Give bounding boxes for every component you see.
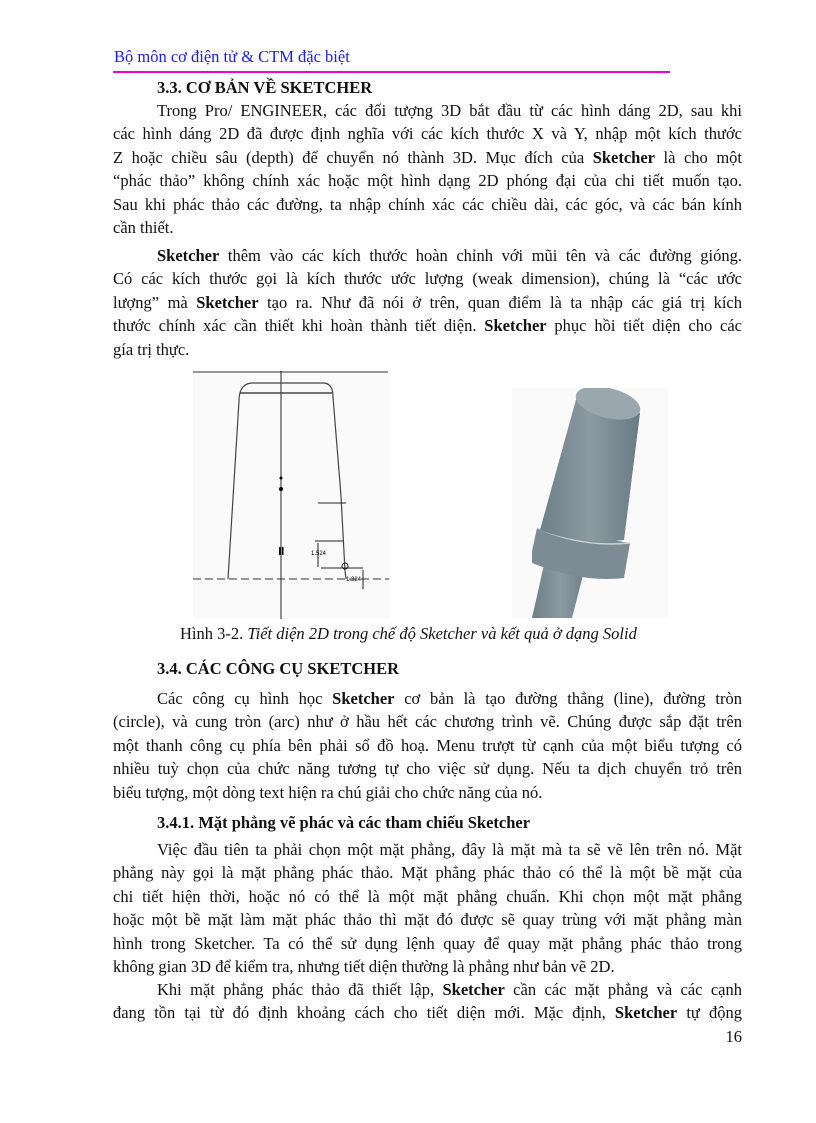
- text-run: thêm vào các kích thước hoàn chỉnh với mũi tên và các đường gióng.: [219, 246, 742, 265]
- figure-caption: [180, 624, 637, 644]
- text-line: [113, 757, 742, 780]
- text-run: là cho một: [655, 147, 742, 167]
- section-heading-3-3: 3.3. CƠ BẢN VỀ SKETCHER: [157, 78, 373, 97]
- text-line: [113, 781, 742, 804]
- bold-term: Sketcher: [484, 316, 547, 336]
- text-line: [113, 267, 742, 290]
- text-run: đang tồn tại từ đó định khoảng cách cho tiết diện mới. Mặc định,: [113, 1003, 615, 1023]
- text-line: [113, 932, 742, 955]
- text-run: Có các kích thước gọi là kích thước ước lượng (weak dimension), chúng là “các ước: [113, 269, 742, 289]
- text-line: [113, 710, 742, 733]
- text-line: [113, 314, 742, 337]
- text-run: thước chính xác cần thiết khi hoàn thành tiết diện.: [113, 316, 485, 336]
- text-run: Các công cụ hình học: [157, 689, 333, 708]
- page-number: 16: [725, 1027, 742, 1046]
- text-run: Việc đầu tiên ta phải chọn một mặt phẳng, đây là mặt mà ta sẽ vẽ lên trên nó. Mặt: [157, 840, 742, 859]
- bold-term: Sketcher: [157, 246, 220, 265]
- bold-term: Sketcher: [196, 292, 259, 312]
- text-run: phục hồi tiết diện cho các: [546, 316, 742, 336]
- sketch-2d-figure: [193, 371, 389, 619]
- text-line: [113, 687, 742, 710]
- caption-label: Hình 3-2.: [180, 624, 248, 643]
- text-line: [113, 1001, 742, 1024]
- text-line: [113, 193, 742, 216]
- text-run: các hình dáng 2D đã được định nghĩa với các kích thước X và Y, nhập một kích thước: [113, 124, 742, 144]
- paragraph: [113, 99, 742, 239]
- text-run: nhiều tuỳ chọn của chức năng tương tự cho việc sử dụng. Nếu ta dịch chuyển trỏ trên: [113, 759, 742, 779]
- bold-term: Sketcher: [332, 689, 395, 708]
- text-run: tạo ra. Như đã nói ở trên, quan điểm là ta nhập các giá trị kích: [258, 292, 743, 312]
- text-line: [113, 122, 742, 145]
- text-run: tự động: [677, 1003, 742, 1023]
- text-line: [113, 244, 742, 267]
- paragraph: [113, 687, 742, 804]
- text-run: cần thiết.: [113, 217, 174, 237]
- text-run: biểu tượng, một dòng text hiện ra chú giải cho chức năng của nó.: [113, 782, 543, 802]
- text-run: hoặc một bề mặt làm mặt phác thảo thì mặt đó được sẽ quay trùng với mặt phẳng màn: [113, 910, 742, 930]
- paragraph: [113, 244, 742, 361]
- text-line: [113, 955, 742, 978]
- text-run: “phác thảo” không chính xác hoặc một hình dạng 2D phóng đại của chi tiết muốn tạo.: [113, 171, 742, 191]
- bold-term: Sketcher: [442, 980, 505, 999]
- dimension-label: 1.524: [311, 551, 327, 557]
- text-run: gía trị thực.: [113, 339, 190, 359]
- text-line: [113, 908, 742, 931]
- paragraph: [113, 978, 742, 1025]
- solid-3d-figure: [512, 388, 668, 618]
- text-run: phẳng này gọi là mặt phẳng phác thảo. Mặt phẳng phác thảo có thể là một bề mặt của: [113, 863, 742, 883]
- running-header: Bộ môn cơ điện tử & CTM đặc biệt: [114, 47, 350, 66]
- text-run: cần các mặt phẳng và các cạnh: [504, 980, 742, 999]
- bold-term: Sketcher: [592, 147, 656, 167]
- dimension-label: 1.324: [346, 577, 362, 583]
- text-line: [113, 978, 742, 1001]
- text-run: cơ bản là tạo đường thẳng (line), đường tròn: [394, 689, 742, 708]
- text-line: [113, 861, 742, 884]
- text-line: [113, 885, 742, 908]
- text-line: [113, 338, 742, 361]
- text-line: [113, 216, 742, 239]
- caption-text: Tiết diện 2D trong chế độ Sketcher và kết quả ở dạng Solid: [247, 624, 637, 643]
- text-run: (circle), và cung tròn (arc) như ở hầu hết các chương trình vẽ. Chúng được sắp đặt trên: [113, 712, 742, 732]
- header-rule: [113, 71, 670, 73]
- section-heading-3-4-1: 3.4.1. Mặt phẳng vẽ phác và các tham chiếu Sketcher: [157, 813, 531, 832]
- text-line: [113, 99, 742, 122]
- text-line: [113, 169, 742, 192]
- text-run: Sau khi phác thảo các đường, ta nhập chính xác các chiều dài, các góc, và các bán kính: [113, 194, 742, 214]
- text-run: lượng” mà: [113, 292, 197, 312]
- text-run: chi tiết hiện thời, hoặc nó có thể là một mặt phẳng chuẩn. Khi chọn một mặt phẳng: [113, 886, 742, 906]
- text-line: [113, 838, 742, 861]
- text-run: không gian 3D để kiểm tra, nhưng tiết diện thường là phẳng như bản vẽ 2D.: [113, 956, 615, 976]
- text-run: Trong Pro/ ENGINEER, các đối tượng 3D bắt đầu từ các hình dáng 2D, sau khi: [157, 101, 742, 120]
- paragraph: [113, 838, 742, 978]
- bold-term: Sketcher: [614, 1003, 678, 1023]
- section-heading-3-4: 3.4. CÁC CÔNG CỤ SKETCHER: [157, 659, 400, 678]
- text-run: Z hoặc chiều sâu (depth) để chuyển nó thành 3D. Mục đích của: [113, 147, 593, 167]
- text-line: [113, 146, 742, 169]
- text-run: hình trong Sketcher. Ta có thể sử dụng lệnh quay để quay mặt phẳng phác thảo trong: [113, 933, 742, 953]
- text-line: [113, 734, 742, 757]
- text-run: một thanh công cụ phía bên phải sổ đồ hoạ. Menu trượt từ cạnh của một biểu tượng có: [113, 735, 742, 755]
- text-line: [113, 291, 742, 314]
- text-run: Khi mặt phẳng phác thảo đã thiết lập,: [157, 980, 443, 999]
